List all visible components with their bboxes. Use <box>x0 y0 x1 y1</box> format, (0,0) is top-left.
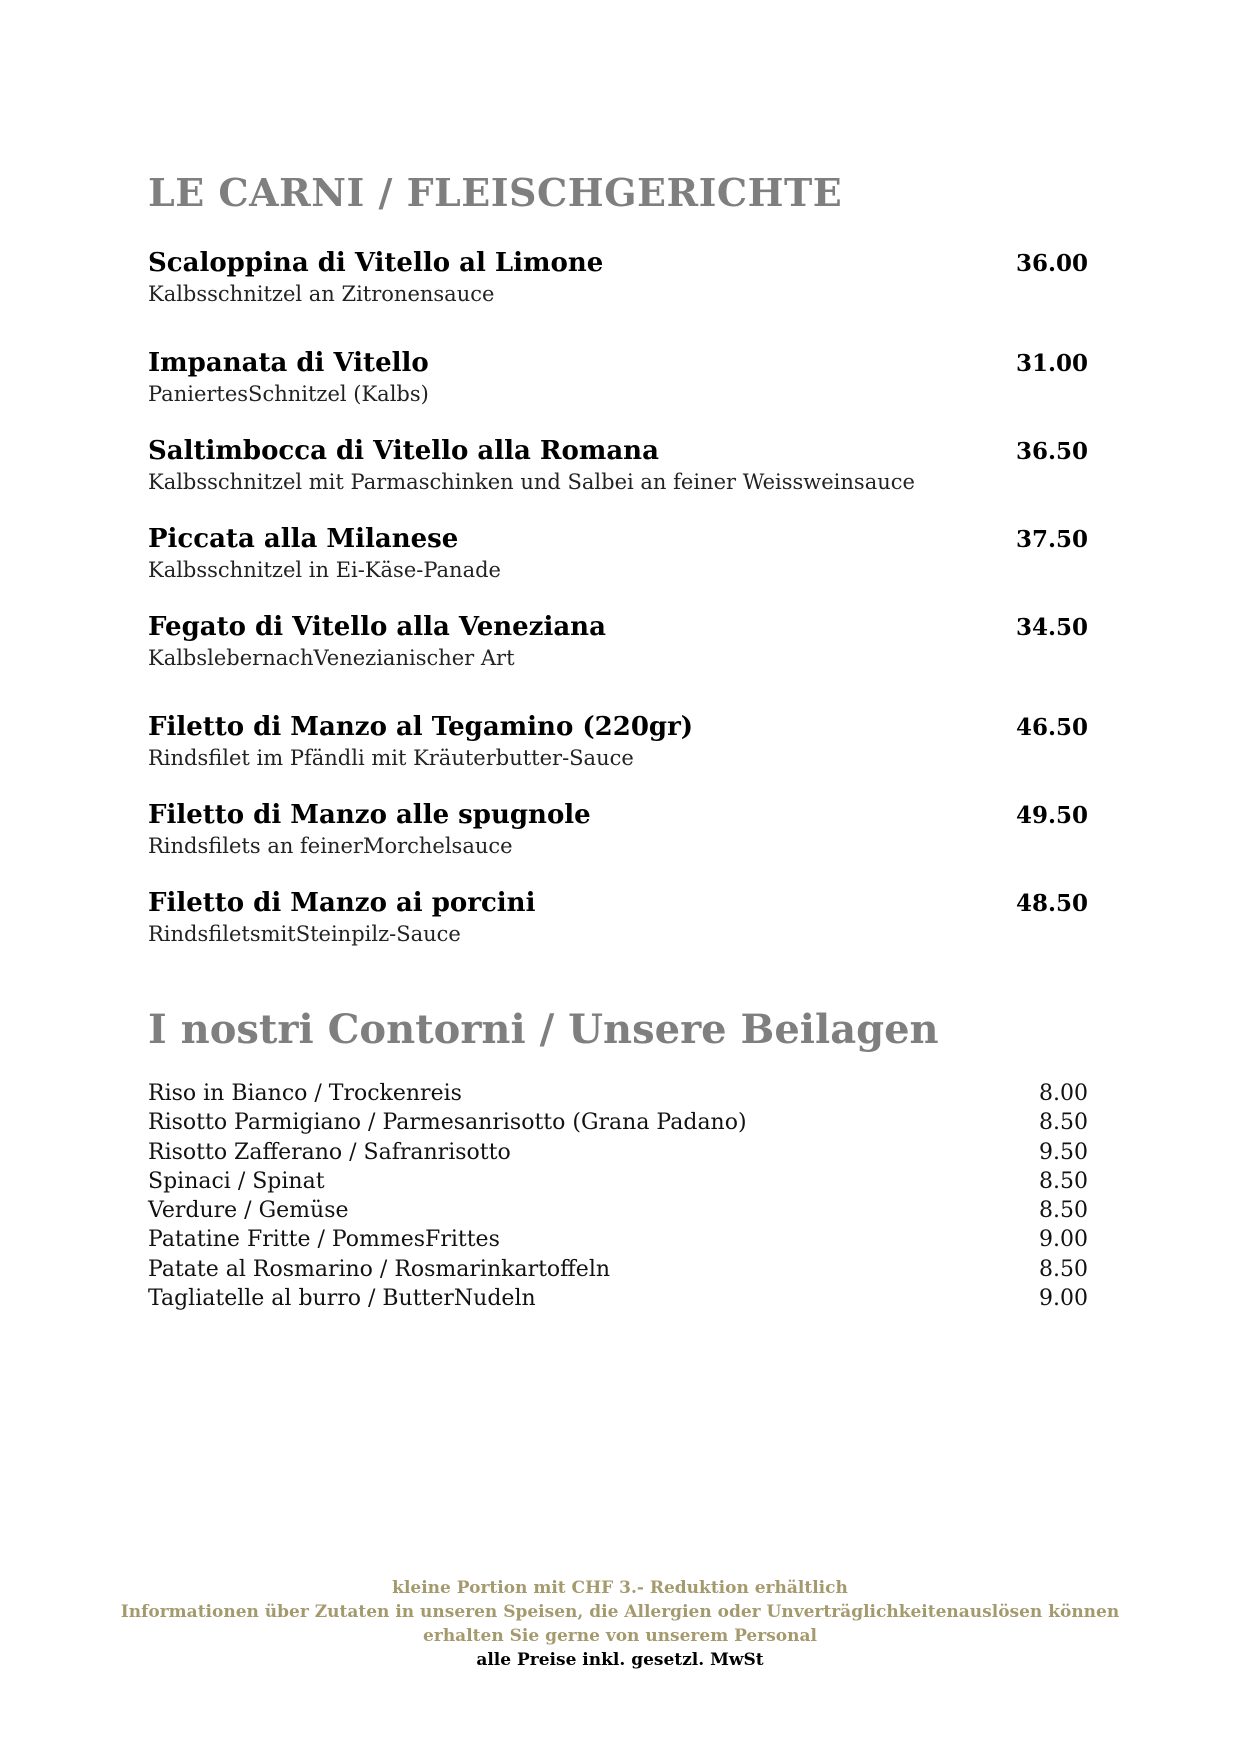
dish-name: Scaloppina di Vitello al Limone <box>148 248 604 278</box>
dish-price: 46.50 <box>1015 714 1088 741</box>
dish-item <box>148 348 1088 412</box>
dish-description: Rindsfilet im Pfändli mit Kräuterbutter-Sauce <box>148 746 634 770</box>
side-price: 8.50 <box>1039 1256 1088 1282</box>
dish-name: Impanata di Vitello <box>148 348 429 378</box>
footer-staff-note: erhalten Sie gerne von unserem Personal <box>423 1626 817 1646</box>
dish-name: Fegato di Vitello alla Veneziana <box>148 612 606 642</box>
side-price: 8.50 <box>1039 1198 1088 1224</box>
dish-item <box>148 524 1088 588</box>
dish-price: 36.50 <box>1015 438 1088 465</box>
side-name: Risotto Zafferano / Safranrisotto <box>148 1139 511 1165</box>
side-name: Tagliatelle al burro / ButterNudeln <box>148 1286 536 1312</box>
dish-price: 31.00 <box>1015 350 1088 377</box>
side-price: 8.50 <box>1039 1110 1088 1136</box>
dish-price: 34.50 <box>1015 614 1088 641</box>
side-name: Verdure / Gemüse <box>148 1198 349 1224</box>
side-item <box>148 1257 1088 1286</box>
side-price: 9.00 <box>1039 1286 1088 1312</box>
dish-price: 48.50 <box>1015 890 1088 917</box>
side-item <box>148 1140 1088 1169</box>
side-item <box>148 1198 1088 1227</box>
dish-item <box>148 800 1088 864</box>
dish-description: Kalbsschnitzel mit Parmaschinken und Salbei an feiner Weissweinsauce <box>148 470 915 494</box>
dish-price: 49.50 <box>1015 802 1088 829</box>
side-price: 9.00 <box>1039 1227 1088 1253</box>
side-item <box>148 1227 1088 1256</box>
dish-name: Piccata alla Milanese <box>148 524 459 554</box>
side-item <box>148 1286 1088 1315</box>
dish-name: Filetto di Manzo ai porcini <box>148 888 536 918</box>
dish-item <box>148 712 1088 776</box>
dish-description: KalbslebernachVenezianischer Art <box>148 646 515 670</box>
dish-item <box>148 612 1088 676</box>
menu-footer <box>0 1576 1240 1672</box>
dish-description: Kalbsschnitzel in Ei-Käse-Panade <box>148 558 501 582</box>
side-item <box>148 1169 1088 1198</box>
footer-vat-note: alle Preise inkl. gesetzl. MwSt <box>476 1650 764 1670</box>
side-name: Spinaci / Spinat <box>148 1168 325 1194</box>
side-name: Riso in Bianco / Trockenreis <box>148 1081 462 1106</box>
dish-name: Filetto di Manzo alle spugnole <box>148 800 591 830</box>
dish-price: 37.50 <box>1015 526 1088 553</box>
side-price: 9.50 <box>1039 1139 1088 1165</box>
dish-item <box>148 248 1088 312</box>
dish-description: PaniertesSchnitzel (Kalbs) <box>148 382 429 406</box>
dish-description: Rindsfilets an feinerMorchelsauce <box>148 834 513 858</box>
dish-item <box>148 436 1088 500</box>
dish-description: RindsfiletsmitSteinpilz-Sauce <box>148 922 461 946</box>
dish-name: Saltimbocca di Vitello alla Romana <box>148 436 659 466</box>
side-name: Patatine Fritte / PommesFrittes <box>148 1227 500 1253</box>
footer-portion-note: kleine Portion mit CHF 3.- Reduktion erhältlich <box>392 1578 848 1598</box>
dish-item <box>148 888 1088 952</box>
side-item <box>148 1081 1088 1110</box>
side-name: Risotto Parmigiano / Parmesanrisotto (Grana Padano) <box>148 1110 747 1136</box>
side-item <box>148 1110 1088 1139</box>
side-name: Patate al Rosmarino / Rosmarinkartoffeln <box>148 1256 611 1282</box>
side-price: 8.00 <box>1039 1081 1088 1106</box>
meat-section-title: LE CARNI / FLEISCHGERICHTE <box>148 170 843 215</box>
side-price: 8.50 <box>1039 1168 1088 1194</box>
sides-section-title: I nostri Contorni / Unsere Beilagen <box>148 1006 939 1053</box>
footer-allergen-note: Informationen über Zutaten in unseren Speisen, die Allergien oder Unverträglichkeitenauslösen können <box>120 1602 1120 1622</box>
dish-description: Kalbsschnitzel an Zitronensauce <box>148 282 495 306</box>
dish-name: Filetto di Manzo al Tegamino (220gr) <box>148 712 694 742</box>
dish-price: 36.00 <box>1015 250 1088 277</box>
sides-list <box>148 1081 1088 1315</box>
